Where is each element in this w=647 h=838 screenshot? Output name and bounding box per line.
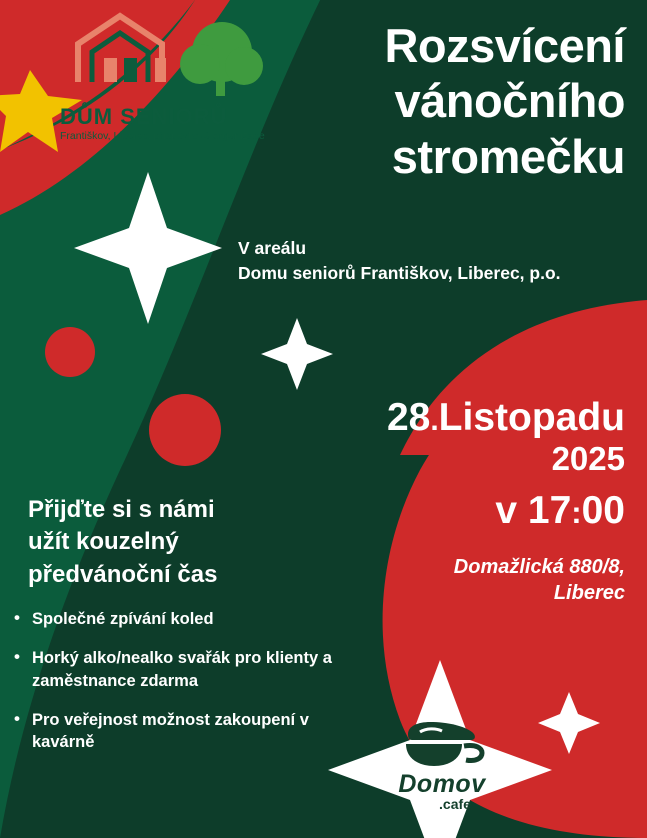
headline-line-1: Rozsvícení xyxy=(384,19,625,72)
event-year: 2025 xyxy=(551,440,625,477)
list-item: • Pro veřejnost možnost zakoupení v kavárně xyxy=(14,709,364,754)
invitation-line-2: užít kouzelný xyxy=(28,528,179,556)
invitation-block xyxy=(28,494,328,591)
invitation-line-3: předvánoční čas xyxy=(28,560,218,588)
list-item: • Horký alko/nealko svařák pro klienty a zaměstnance zdarma xyxy=(14,647,364,692)
event-date xyxy=(295,398,625,437)
event-datetime-block xyxy=(295,398,625,606)
logo-title: DŮM SENIORŮ xyxy=(60,104,228,129)
event-day-dot: . xyxy=(430,404,439,437)
poster-headline xyxy=(275,18,625,184)
headline-line-2: vánočního xyxy=(394,74,625,128)
cafe-name: Domov xyxy=(398,770,486,798)
logo-subtitle: Františkov, Liberec, příspěvková organizace xyxy=(60,130,265,142)
event-time-colon: : xyxy=(571,494,582,530)
event-day: 28 xyxy=(386,396,431,439)
event-time xyxy=(295,482,625,541)
address-line-1: Domažlická 880/8, xyxy=(453,556,625,579)
cafe-logo xyxy=(372,718,512,828)
venue-line-2: Domu seniorů Františkov, Liberec, p.o. xyxy=(238,262,561,283)
invitation-line-1: Přijďte si s námi xyxy=(28,496,215,523)
organization-logo xyxy=(60,22,310,142)
cafe-suffix: .cafe xyxy=(439,796,471,812)
venue-line-1: V areálu xyxy=(238,238,307,258)
headline-line-3: stromečku xyxy=(391,129,625,183)
venue-block xyxy=(238,236,561,286)
red-dot-small xyxy=(45,327,95,377)
event-time-hour: 17 xyxy=(527,488,572,532)
address-line-2: Liberec xyxy=(553,582,625,605)
program-list xyxy=(14,608,364,770)
red-dot-large xyxy=(149,394,221,466)
event-time-prefix: v xyxy=(495,488,518,532)
event-month: Listopadu xyxy=(438,396,625,439)
coffee-cup-icon xyxy=(372,718,512,770)
event-address xyxy=(295,554,625,606)
event-time-minutes: 00 xyxy=(581,488,625,532)
list-item: • Společné zpívání koled xyxy=(14,608,364,630)
